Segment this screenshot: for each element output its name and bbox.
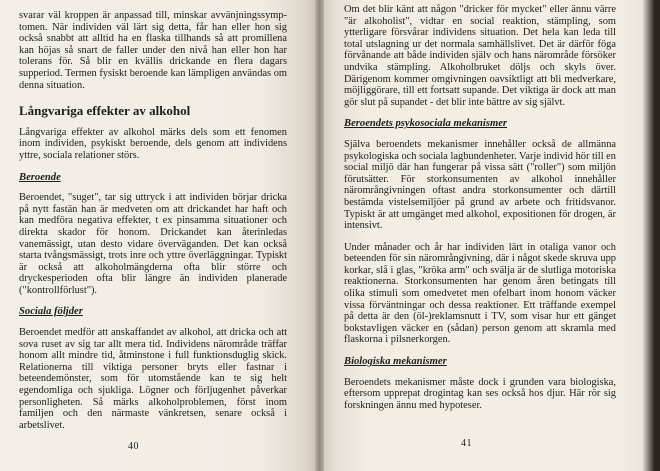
continued-paragraph: svarar väl kroppen är anpassad till, minskar avvänjningssymp-tomen. När individen väl lärt sig detta, får han eller hon sig också snabbt att alltid ha en flaska tillhands så att promillena kan höjas så snart de faller under den nivå han eller hon har tolerans för. Så blir en kvällis drickande en flera dagars supperiod. Termen fysiskt beroende kan lämpligen användas om denna situation. [19, 10, 287, 91]
left-page-text [19, 10, 287, 441]
subheading-psykosociala-mekanismer: Beroendets psykosociala mekanismer [344, 118, 508, 130]
section-heading: Långvariga effekter av alkohol [19, 103, 191, 119]
continued-paragraph-right: Om det blir känt att någon "dricker för mycket" eller ännu värre "är alkoholist", vidtar en social reaktion, stämpling, som ytterligare försvårar individens situation. Det hela kan leda till total utslagning ur det normala samhällslivet. Det är därför föga förvånande att både individen själv och hans närområde försöker undvika stämpling. Alkoholbruket döljs och skyls över. Därigenom kommer omgivningen oavsiktligt att bli medverkare, möjliggörare, till ett fortsatt supande. Det viktiga är dock att man gör slut på supandet - det blir inte bättre av sig självt. [344, 4, 616, 108]
subheading-biologiska-mekanismer: Biologiska mekanismer [344, 356, 447, 368]
page-number-left: 40 [128, 441, 139, 452]
sociala-foljder-paragraph: Beroendet medför att anskaffandet av alkohol, att dricka och att sova ruset av sig tar allt mera tid. Individens närområde träffar honom allt mindre tid, åtminstone i full funktionsduglig skick. Relationerna till viktiga personer bryts eller fastnar i beteendemönster, som för utomstående kan te sig helt egendomliga och sjukliga. Lögner och förljugenhet påverkar personligheten. Så märks alkoholproblemen, först inom familjen och den närmaste vänkretsen, senare också i arbetslivet. [19, 327, 287, 431]
right-page-text [344, 4, 616, 421]
page-edge-shadow [642, 0, 660, 471]
beroende-paragraph: Beroendet, "suget", tar sig uttryck i att individen börjar dricka på nytt fastän han är medveten om att drickandet har haft och kan medföra negativa effekter, t ex pinsamma situationer och direkta skador för honom. Drickandet kan återinledas vanemässigt, utan desto vidare överväganden. Det kan också starta tvångsmässigt, trots inre och yttre överläggningar. Typiskt är också att alkoholmängderna ofta blir större och dryckesperioden ofta blir längre än individen planerade ("kontrollförlust"). [19, 192, 287, 296]
book-gutter [315, 0, 324, 471]
subheading-beroende: Beroende [19, 171, 61, 183]
psykosociala-paragraph-2: Under månader och år har individen lärt in otaliga vanor och beteenden för sin närområngivning, där i något skede skruva upp korkar, slå i glas, "kröka arm" och svälja är de slutliga motoriska reaktionerna. Storkonsumenten har genom åren betingats till olika stimuli som omedvetet men ofelbart inom honom väcker vissa förväntningar och dessa reaktioner. Ett träffande exempel på detta är den (öl-)reklamsnutt i TV, som visar hur ett gänget bokstavligen väcker en (sådan) person genom att skramla med flaskorna i pilsnerkorgen. [344, 241, 616, 346]
biologiska-paragraph: Beroendets mekanismer måste dock i grunden vara biologiska, eftersom upprepat drogintag kan ses också hos djur. Här rör sig forskningen ännu med hypoteser. [344, 376, 616, 411]
right-page [320, 0, 660, 471]
psykosociala-paragraph-1: Själva beroendets mekanismer innehåller också de allmänna psykologiska och sociala lagbundenheter. Varje individ hör till en social miljö där han fungerar på vissa sätt ("roller") som miljön förutsätter. För storkonsumenten av alkohol innehåller närområngivningen oftast andra storkonsumenter och därtill bestämda vistelsemiljöer på grund av arbete och fritidsvanor. Typiskt är att umgänget med alkohol, expositionen för drogen, är intensivt. [344, 138, 616, 232]
section-intro-paragraph: Långvariga effekter av alkohol märks dels som ett fenomen inom individen, psykiskt beroende, dels genom att individens yttre, sociala relationer störs. [19, 126, 287, 161]
page-number-right: 41 [461, 438, 472, 449]
left-page [0, 0, 318, 471]
subheading-sociala-foljder: Sociala följder [19, 306, 83, 318]
